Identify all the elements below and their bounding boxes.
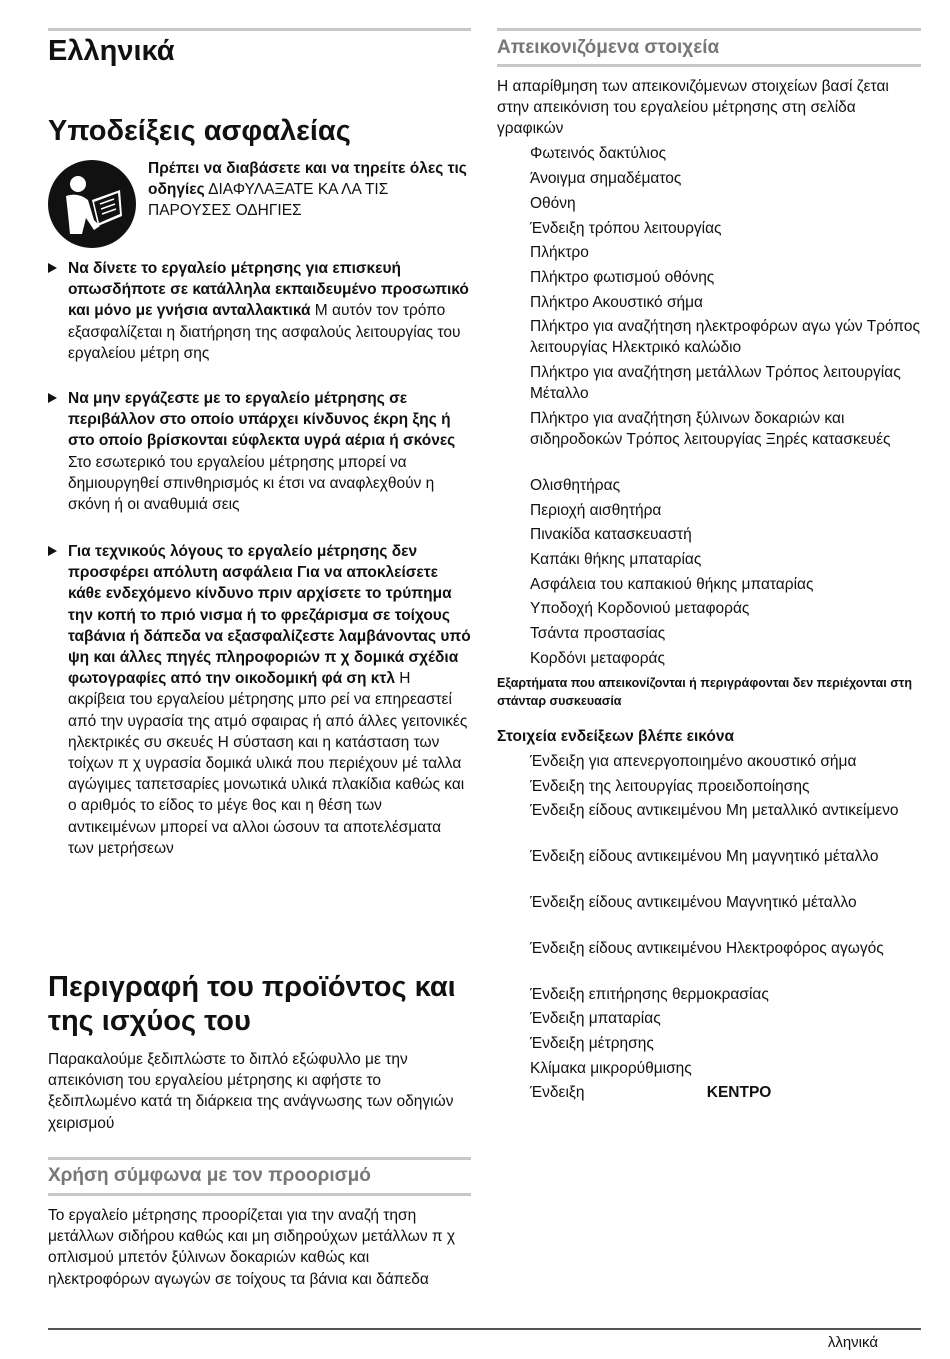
components-title: Απεικονιζόμενα στοιχεία: [497, 37, 720, 58]
display-title: Στοιχεία ενδείξεων βλέπε εικόνα: [497, 728, 735, 745]
center-label-bold: ΚΕΝΤΡΟ: [706, 1084, 772, 1101]
list-item: Ένδειξη τρόπου λειτουργίας: [530, 220, 722, 237]
list-item: Πλήκτρο για αναζήτηση ηλεκτροφόρων αγω γών Τρόπος λειτουργίας Ηλεκτρικό καλώδιο: [530, 318, 920, 357]
list-item: Τσάντα προστασίας: [530, 625, 666, 642]
list-item: Ένδειξη είδους αντικειμένου Μη μαγνητικό μέταλλο: [530, 848, 879, 865]
bullet-triangle-icon: [48, 546, 57, 556]
list-item: Ολισθητήρας: [530, 477, 621, 494]
list-item: Ένδειξη για απενεργοποιημένο ακουστικό σήμα: [530, 753, 857, 770]
safety-intro: [148, 158, 470, 222]
center-label-prefix: Ένδειξη: [530, 1084, 585, 1101]
safety-title: Υποδείξεις ασφαλείας: [48, 115, 351, 147]
list-item: Πλήκτρο για αναζήτηση ξύλινων δοκαριών και σιδηροδοκών Τρόπος λειτουργίας Ξηρές κατασκευές: [530, 410, 891, 449]
bullet-bold: Να δίνετε το εργαλείο μέτρησης για επισκευή οπωσδήποτε σε κατάλληλα εκπαιδευμένο προσωπικό και μόνο με γνήσια ανταλλακτικά: [68, 260, 469, 320]
bullet-bold: Για τεχνικούς λόγους το εργαλείο μέτρησης δεν προσφέρει απόλυτη ασφάλεια Για να αποκλείσετε κάθε ενδεχόμενο κίνδυνο πριν αρχίσετε το τρύπημα την κοπή το πριό νισμα ή το φρεζάρισμα σε τοίχους ταβάνια ή δάπεδα να εξασφαλίζεστε λαμβάνοντας υπό ψη και άλλες πηγές πληροφοριών π χ δομικά σχέδια φωτογραφίες από την οικοδομική φά ση κτλ: [68, 543, 471, 688]
list-item: Περιοχή αισθητήρα: [530, 502, 662, 519]
list-item: Υποδοχή Κορδονιού μεταφοράς: [530, 600, 750, 617]
list-item: Ένδειξη είδους αντικειμένου Μη μεταλλικό αντικείμενο: [530, 802, 899, 819]
list-item: Ασφάλεια του καπακιού θήκης μπαταρίας: [530, 576, 814, 593]
components-rule-top: [497, 28, 921, 31]
list-item: Ένδειξη είδους αντικειμένου Μαγνητικό μέταλλο: [530, 894, 857, 911]
list-item: Πλήκτρο φωτισμού οθόνης: [530, 269, 715, 286]
bullet-triangle-icon: [48, 393, 57, 403]
list-item: Κορδόνι μεταφοράς: [530, 650, 665, 667]
list-item: Ένδειξη μέτρησης: [530, 1035, 654, 1052]
safety-intro-bold: Πρέπει να διαβάσετε και να τηρείτε όλες τις οδηγίες: [148, 160, 467, 199]
footer-rule: [48, 1328, 921, 1330]
product-text: Παρακαλούμε ξεδιπλώστε το διπλό εξώφυλλο με την απεικόνιση του εργαλείου μέτρησης κι αφήστε το ξεδιπλωμένο κατά τη διάρκεια της ανάγνωσης των οδηγιών χειρισμού: [48, 1051, 454, 1132]
list-item: Άνοιγμα σημαδέματος: [530, 170, 682, 187]
list-item: Πλήκτρο για αναζήτηση μετάλλων Τρόπος λειτουργίας Μέταλλο: [530, 364, 901, 403]
top-rule: [48, 28, 471, 31]
list-item: Ένδειξη είδους αντικειμένου Ηλεκτροφόρος αγωγός: [530, 940, 884, 957]
use-text: Το εργαλείο μέτρησης προορίζεται για την αναζή τηση μετάλλων σιδήρου καθώς και μη σιδηρούχων μετάλλων π χ οπλισμού μπετόν ξύλινων δοκαριών καθώς και ηλεκτροφόρων αγωγών σε τοίχους τα βάνια και δάπεδα: [48, 1207, 456, 1288]
use-rule-bottom: [48, 1193, 471, 1196]
components-intro: Η απαρίθμηση των απεικονιζόμενων στοιχείων βασί ζεται στην απεικόνιση του εργαλείου μέτρησης στη σελίδα γραφικών: [497, 78, 889, 138]
list-item: Κλίμακα μικρορύθμισης: [530, 1060, 692, 1077]
list-item: Πλήκτρο: [530, 244, 589, 261]
footer-page-label: λληνικά: [827, 1334, 878, 1351]
use-rule-top: [48, 1157, 471, 1160]
list-item: Ένδειξη της λειτουργίας προειδοποίησης: [530, 778, 810, 795]
bullet-bold: Να μην εργάζεστε με το εργαλείο μέτρησης σε περιβάλλον στο οποίο υπάρχει κίνδυνος έκρη ξης ή στο οποίο βρίσκονται εύφλεκτα υγρά αέρια ή σκόνες: [68, 390, 456, 450]
bullet-text: Μ αυτόν τον τρόπο εξασφαλίζεται η διατήρηση της ασφαλούς λειτουργίας του εργαλείου μέτρη σης: [68, 302, 461, 362]
components-rule-bottom: [497, 64, 921, 67]
use-title: Χρήση σύμφωνα με τον προορισμό: [48, 1165, 371, 1186]
safety-intro-rest: ΔΙΑΦΥΛΑΞΑΤΕ ΚΑ ΛΑ ΤΙΣ ΠΑΡΟΥΣΕΣ ΟΔΗΓΙΕΣ: [148, 181, 389, 220]
bullet-text: Στο εσωτερικό του εργαλείου μέτρησης μπορεί να δημιουργηθεί σπινθηρισμός κι έτσι να αναφλεχθούν η σκόνη ή οι αναθυμιά σεις: [68, 453, 435, 514]
list-item: Ένδειξη επιτήρησης θερμοκρασίας: [530, 986, 769, 1003]
list-item: Φωτεινός δακτύλιος: [530, 145, 667, 162]
product-title: Περιγραφή του προϊόντος και της ισχύος του: [48, 971, 456, 1037]
list-item: Ένδειξη μπαταρίας: [530, 1010, 661, 1027]
list-item: Καπάκι θήκης μπαταρίας: [530, 551, 702, 568]
bullet-text: Η ακρίβεια του εργαλείου μέτρησης μπο ρεί να επηρεαστεί από την υγρασία της ατμό σφαιρας ή από άλλες γειτονικές ηλεκτρικές συ σκευές Η σύσταση και η κατάσταση των τοίχων π χ υγρασία δομικά υλικά που περιέχουν μέ ταλλα αγώγιμες ταπετσαρίες μονωτικά υλικά πλακίδια καθώς και ο αριθμός το είδος το μέγε θος και η θέση των αντικειμένων μπορεί να αλλοι ώσουν τα αποτελέσματα των μετρήσεων: [68, 670, 468, 857]
list-item-center: [530, 1082, 921, 1103]
list-item: Οθόνη: [530, 195, 576, 212]
list-item: Πινακίδα κατασκευαστή: [530, 526, 692, 543]
bullet-triangle-icon: [48, 263, 57, 273]
language-title: Ελληνικά: [48, 35, 175, 67]
list-item: Πλήκτρο Ακουστικό σήμα: [530, 294, 704, 311]
accessories-note: Εξαρτήματα που απεικονίζονται ή περιγράφονται δεν περιέχονται στη στάνταρ συσκευασία: [497, 676, 912, 708]
read-manual-icon: [48, 160, 136, 248]
